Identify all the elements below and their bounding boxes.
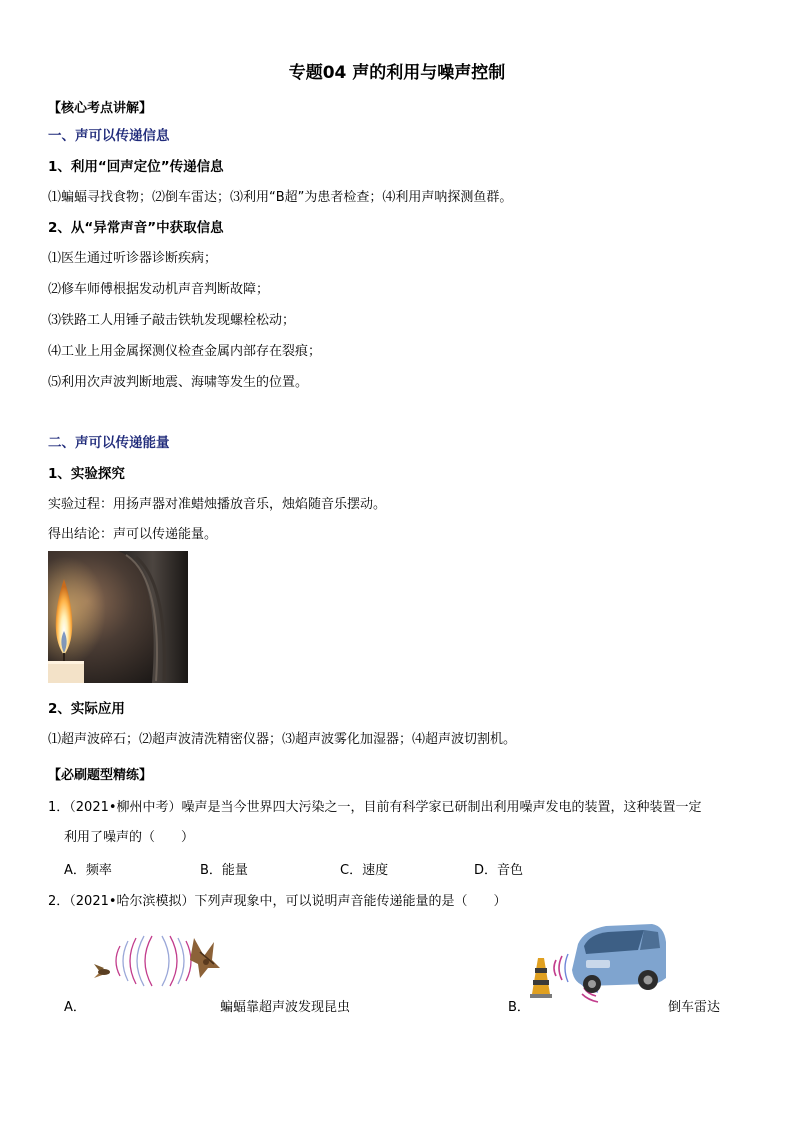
experiment-conclusion: 得出结论：声可以传递能量。	[48, 527, 218, 542]
practice-header: 【必刷题型精练】	[48, 768, 153, 783]
q2-option-b-caption: 倒车雷达	[668, 1000, 721, 1015]
list-item: ⑵修车师傅根据发动机声音判断故障；	[48, 282, 270, 297]
q1-stem-line1: 1．（2021•柳州中考）噪声是当今世界四大污染之一，目前有科学家已研制出利用噪声发电的装置，这种装置一定	[48, 800, 702, 815]
q1-stem-line2: 利用了噪声的（ ）	[64, 830, 195, 845]
section2-heading: 二、声可以传递能量	[48, 435, 170, 451]
q1-option-b[interactable]: B．能量	[200, 863, 248, 878]
q2-option-a-label[interactable]: A．	[64, 1000, 86, 1015]
list-item: ⑸利用次声波判断地震、海啸等发生的位置。	[48, 375, 309, 390]
section1-heading: 一、声可以传递信息	[48, 128, 170, 144]
list-item: ⑶铁路工人用锤子敲击铁轨发现螺栓松动；	[48, 313, 296, 328]
q2-option-b-label[interactable]: B．	[508, 1000, 530, 1015]
reversing-radar-illustration	[526, 920, 666, 1004]
list-item: ⑴医生通过听诊器诊断疾病；	[48, 251, 218, 266]
q1-option-d[interactable]: D．音色	[474, 863, 524, 878]
candle-speaker-photo	[48, 551, 188, 683]
applications-line: ⑴超声波碎石；⑵超声波清洗精密仪器；⑶超声波雾化加湿器；⑷超声波切割机。	[48, 732, 517, 747]
core-points-header: 【核心考点讲解】	[48, 101, 153, 116]
q1-option-a[interactable]: A．频率	[64, 863, 112, 878]
section1-sub1: 1、利用“回声定位”传递信息	[48, 159, 224, 175]
q2-option-a-caption: 蝙蝠靠超声波发现昆虫	[220, 1000, 351, 1015]
page-title: 专题04 声的利用与噪声控制	[288, 63, 506, 83]
q1-option-c[interactable]: C．速度	[340, 863, 389, 878]
section1-sub2: 2、从“异常声音”中获取信息	[48, 220, 224, 236]
section2-sub2: 2、实际应用	[48, 701, 125, 717]
section2-sub1: 1、实验探究	[48, 466, 125, 482]
experiment-process: 实验过程：用扬声器对准蜡烛播放音乐，烛焰随音乐摆动。	[48, 497, 387, 512]
list-item: ⑷工业上用金属探测仪检查金属内部存在裂痕；	[48, 344, 322, 359]
q2-stem: 2．（2021•哈尔滨模拟）下列声现象中，可以说明声音能传递能量的是（ ）	[48, 894, 507, 909]
section1-sub1-line: ⑴蝙蝠寻找食物；⑵倒车雷达；⑶利用“B超”为患者检查；⑷利用声呐探测鱼群。	[48, 190, 513, 205]
bat-ultrasound-illustration	[90, 932, 224, 990]
